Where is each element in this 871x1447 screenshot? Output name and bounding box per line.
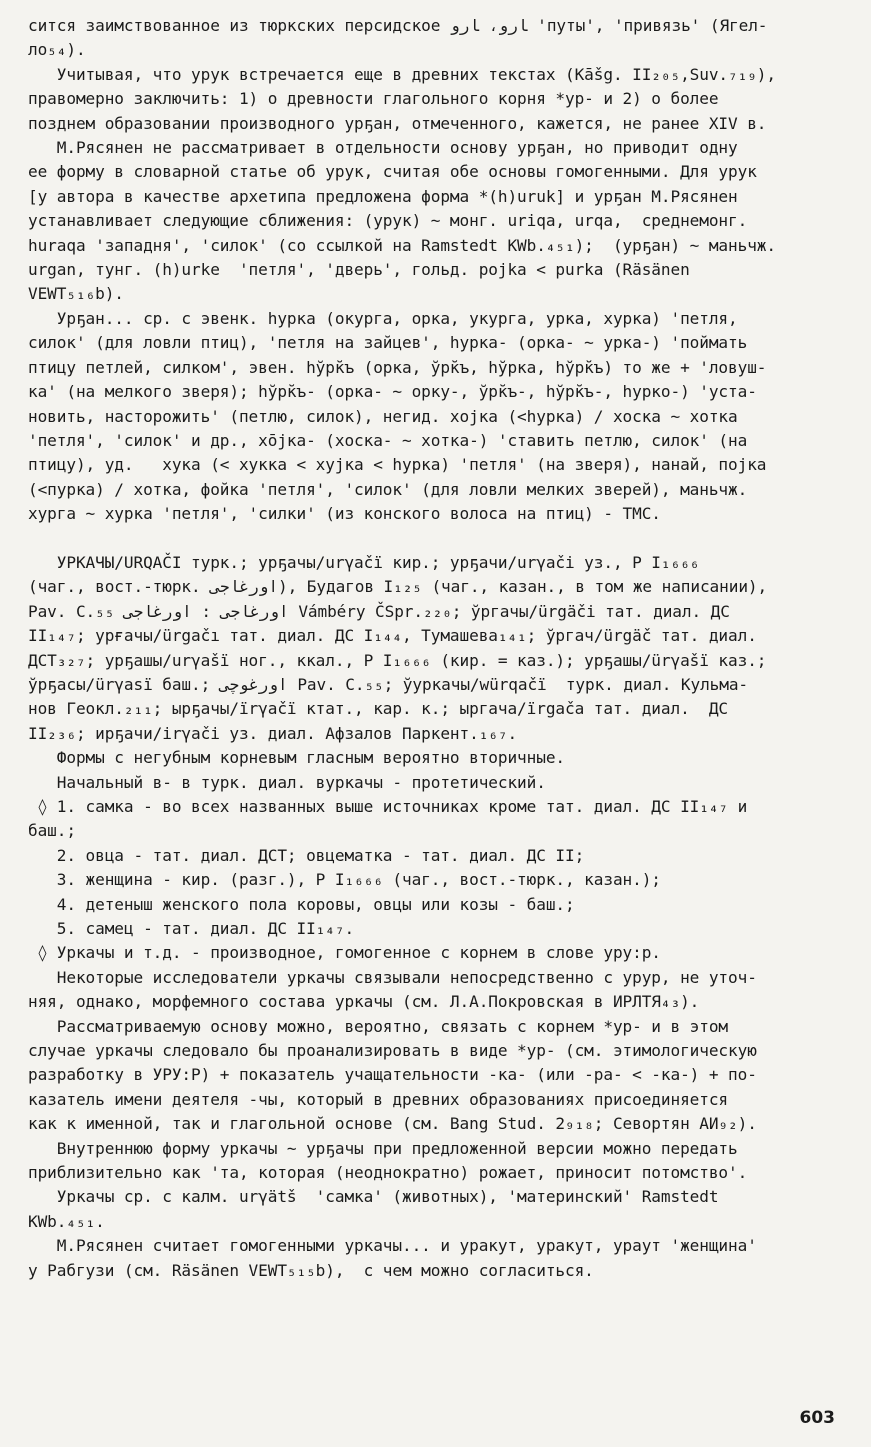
- text-line: Внутреннюю форму уркачы ~ урҕачы при предложенной версии можно передать: [28, 1138, 738, 1158]
- text-line: устанавливает следующие сближения: (урук) ~ монг. uriqa, urqa, среднемонг.: [28, 211, 748, 231]
- text-line: птицу петлей, силком', эвен. hўрк̆ъ (орка, ўрк̆ъ, hўрка, hўрк̆ъ) то же + 'ловуш-: [28, 357, 767, 377]
- text-line: 5. самец - тат. диал. ДС II₁₄₇.: [28, 919, 355, 939]
- text-line: Учитывая, что урук встречается еще в древних текстах (Kāšg. II₂₀₅,Suv.₇₁₉),: [28, 64, 776, 84]
- paragraph-uruk-urgan: [28, 14, 841, 307]
- text-line: няя, однако, морфемного состава уркачы (см. Л.А.Покровская в ИРЛТЯ₄₃).: [28, 992, 700, 1012]
- text-line: М.Рясянен считает гомогенными уркачы... и уракут, уракут, ураут 'женщина': [28, 1236, 757, 1256]
- text-line: позднем образовании производного урҕан, отмеченного, кажется, не ранее XIV в.: [28, 113, 767, 133]
- text-line: правомерно заключить: 1) о древности глагольного корня *ур- и 2) о более: [28, 89, 719, 109]
- text-line: у Рабгузи (см. Räsänen VEWT₅₁₅b), с чем можно согласиться.: [28, 1260, 594, 1280]
- text-line: (чаг., вост.-тюрк. اورغاجی), Будагов I₁₂₅ (чаг., казан., в том же написании),: [28, 577, 768, 597]
- text-line: УРКАЧЫ/URQAČI турк.; урҕачы/urγačï кир.; урҕачи/urγači уз., P I₁₆₆₆: [28, 552, 700, 572]
- text-line: случае уркачы следовало бы проанализировать в виде *ур- (см. этимологическую: [28, 1041, 757, 1061]
- text-line: ◊ 1. самка - во всех названных выше источниках кроме тат. диал. ДС II₁₄₇ и: [28, 796, 748, 816]
- text-line: Рассматриваемую основу можно, вероятно, связать с корнем *ур- и в этом: [28, 1016, 729, 1036]
- text-line: казатель имени деятеля -чы, который в древних образованиях присоединяется: [28, 1089, 729, 1109]
- text-line: [у автора в качестве архетипа предложена форма *(h)uruk] и урҕан М.Рясянен: [28, 186, 738, 206]
- text-line: 3. женщина - кир. (разг.), P I₁₆₆₆ (чаг., вост.-тюрк., казан.);: [28, 870, 661, 890]
- text-line: ее форму в словарной статье об урук, считая обе основы гомогенными. Для урук: [28, 162, 757, 182]
- text-line: II₂₃₆; ирҕачи/irγači уз. диал. Афзалов Паркент.₁₆₇.: [28, 723, 518, 743]
- text-line: (<пурка) / хотка, фойка 'петля', 'силок' (для ловли мелких зверей), маньчж.: [28, 479, 748, 499]
- text-line: Урҕан... ср. с эвенк. hурка (окурга, орка, укурга, урка, хурка) 'петля,: [28, 308, 738, 328]
- text-line: М.Рясянен не рассматривает в отдельности основу урҕан, но приводит одну: [28, 138, 738, 158]
- text-line: urgan, тунг. (h)urke 'петля', 'дверь', гольд. pojka < purka (Räsänen: [28, 260, 690, 280]
- text-line: VEWT₅₁₆b).: [28, 284, 124, 304]
- text-line: хурга ~ хурка 'петля', 'силки' (из конского волоса на птиц) - ТМС.: [28, 504, 661, 524]
- text-line: ўрҕасы/ürγasï баш.; اورغوچی Pav. C.₅₅; ўуркачы/würqačï турк. диал. Кульма-: [28, 674, 749, 694]
- text-line: huraqa 'западня', 'силок' (со ссылкой на Ramstedt KWb.₄₅₁); (урҕан) ~ маньчж.: [28, 235, 776, 255]
- entry-urkachy: [28, 551, 841, 1283]
- text-line: Некоторые исследователи уркачы связывали непосредственно с урур, не уточ-: [28, 967, 757, 987]
- paragraph-gap: [28, 527, 841, 551]
- text-line: сится заимствованное из тюркских персидское ﺎﺭﻭ، ﺎﺭﻭ 'путы', 'привязь' (Ягел-: [28, 16, 768, 35]
- text-line: II₁₄₇; урғачы/ürgačı тат. диал. ДС I₁₄₄, Тумашева₁₄₁; ўргач/ürgäč тат. диал.: [28, 626, 757, 646]
- text-line: Начальный в- в турк. диал. вуркачы - протетический.: [28, 772, 546, 792]
- text-line: как к именной, так и глагольной основе (см. Bang Stud. 2₉₁₈; Севортян АИ₉₂).: [28, 1114, 757, 1134]
- text-line: Формы с негубным корневым гласным вероятно вторичные.: [28, 748, 565, 768]
- text-line: приблизительно как 'та, которая (неоднократно) рожает, приносит потомство'.: [28, 1163, 748, 1183]
- text-line: 'петля', 'силок' и др., хōjка- (хоска- ~ хотка-) 'ставить петлю, силок' (на: [28, 430, 748, 450]
- text-line: ка' (на мелкого зверя); hўрк̆ъ- (орка- ~ орку-, ўрк̆ъ-, hўрк̆ъ-, hурко-) 'уста-: [28, 382, 757, 402]
- text-line: KWb.₄₅₁.: [28, 1211, 105, 1231]
- text-line: 4. детеныш женского пола коровы, овцы или козы - баш.;: [28, 894, 575, 914]
- text-line: Уркачы ср. с калм. urγätš 'самка' (животных), 'материнский' Ramstedt: [28, 1187, 719, 1207]
- text-line: ◊ Уркачы и т.д. - производное, гомогенное с корнем в слове уру:р.: [28, 943, 661, 963]
- text-line: Pav. C.₅₅ اورغاجی : اورغاجی Vámbéry ČSpr.₂₂₀; ўргачы/ürgäči тат. диал. ДС: [28, 601, 730, 621]
- text-line: ло₅₄).: [28, 40, 86, 60]
- text-line: ДСТ₃₂₇; урҕашы/urγašï ног., ккал., P I₁₆₆₆ (кир. = каз.); урҕашы/ürγašï каз.;: [28, 650, 767, 670]
- text-line: баш.;: [28, 821, 76, 841]
- text-line: нов Геокл.₂₁₁; ырҕачы/ïrγačï ктат., кар. к.; ыргача/ïrgača тат. диал. ДС: [28, 699, 729, 719]
- text-line: разработку в УРУ:Р) + показатель учащательности -ка- (или -ра- < -ка-) + по-: [28, 1065, 757, 1085]
- text-line: 2. овца - тат. диал. ДСТ; овцематка - тат. диал. ДС II;: [28, 845, 585, 865]
- text-line: птицу), уд. хука (< хукка < хуjка < hурка) 'петля' (на зверя), нанай, поjка: [28, 455, 767, 475]
- text-line: новить, насторожить' (петлю, силок), негид. хоjка (<hурка) / хоска ~ хотка: [28, 406, 738, 426]
- text-line: силок' (для ловли птиц), 'петля на зайцев', hурка- (орка- ~ урка-) 'поймать: [28, 333, 748, 353]
- page-number: 603: [799, 1408, 835, 1428]
- paragraph-tungus-comparisons: [28, 307, 841, 527]
